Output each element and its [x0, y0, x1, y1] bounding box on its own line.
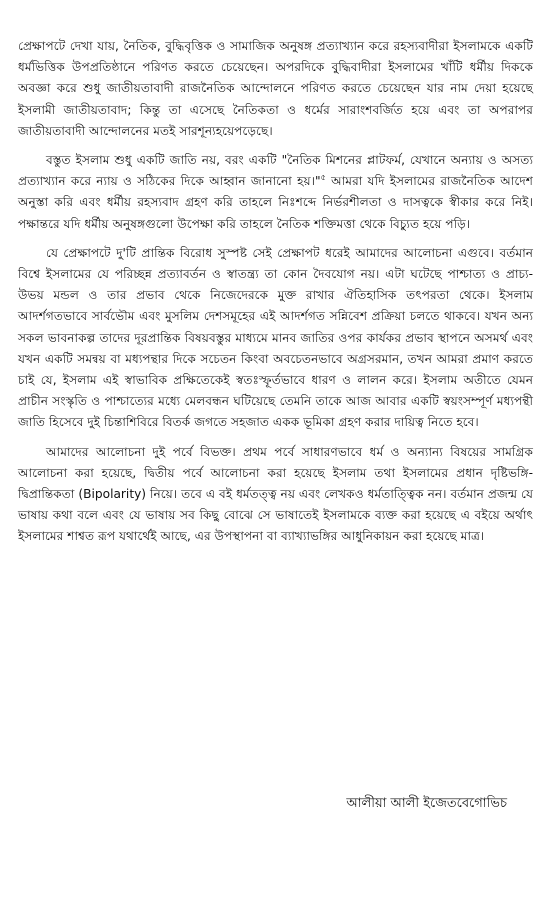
- paragraph-2: [18, 150, 533, 235]
- author-signature: আলীয়া আলী ইজেতবেগোভিচ: [346, 796, 507, 811]
- paragraph-2-rest: আমরা যদি ইসলামের রাজনৈতিক আদেশ অনুস্তা করি এবং ধর্মীয় রহস্যবাদ গ্রহণ করি তাহলে নিঃশব্দে নির্ভরশীলতা ও দাসত্বকে স্বীকার করে নিই। পক্ষান্তরে যদি ধর্মীয় অনুষঙ্গগুলো উপেক্ষা করি তাহলে নৈতিক শক্তিমত্তা থেকে বিচ্যুত হয়ে পড়ি।: [18, 174, 534, 231]
- paragraph-1: প্রেক্ষাপটে দেখা যায়, নৈতিক, বুদ্ধিবৃত্তিক ও সামাজিক অনুষঙ্গ প্রত্যাখ্যান করে রহস্যবাদীরা ইসলামকে একটি ধর্মভিত্তিক উপপ্রতিষ্ঠানে পরিণত করতে চেয়েছেন। অপরদিকে বুদ্ধিবাদীরা ইসলামের খাঁটি ধর্মীয় দিককে অবজ্ঞা করে শুধু জাতীয়তাবাদী রাজনৈতিক আন্দোলনে পরিণত করতে চেয়েছেন যার নাম দেয়া হয়েছে ইসলামী জাতীয়তাবাদ; কিন্তু তা এসেছে নৈতিকতা ও ধর্মের সারাংশবর্জিত হয়ে এবং তা অপরাপর জাতীয়তাবাদী আন্দোলনের মতই সারশূন্যহয়েপড়েছে।: [18, 39, 533, 138]
- footnote-marker: ৫: [320, 173, 326, 183]
- paragraph-2-quote: বস্তুত ইসলাম শুধু একটি জাতি নয়, বরং একটি "নৈতিক মিশনের প্লাটফর্ম, যেখানে অন্যায় ও অসত্য প্রত্যাখ্যান করে ন্যায় ও সঠিকের দিকে আহ্বান জানানো হয়।": [18, 153, 533, 189]
- document-body: [18, 36, 533, 556]
- paragraph-3: যে প্রেক্ষাপটে দু'টি প্রান্তিক বিরোধ সুস্পষ্ট সেই প্রেক্ষাপট ধরেই আমাদের আলোচনা এগুবে। বর্তমান বিশ্বে ইসলামের যে পরিচ্ছন্ন প্রত্যাবর্তন ও স্বাতন্ত্র্য তা কোন দৈবযোগ নয়। এটা ঘটেছে পাশ্চাত্য ও প্রাচ্য- উভয় মন্ডল ও তার প্রভাব থেকে নিজেদেরকে মুক্ত রাখার ঐতিহাসিক তৎপরতা থেকে। ইসলাম আদর্শগতভাবে সার্বভৌম এবং মুসলিম দেশসমূহের এই আদর্শগত সন্নিবেশ প্রক্রিয়া চলতে থাকবে। যখন অন্য সকল ভাবনাকল্প তাদের দূরপ্রান্তিক বিষয়বস্তুর মাধ্যমে মানব জাতির ওপর কার্যকর প্রভাব স্থাপনে অসমর্থ এবং যখন একটি সমন্বয় বা মধ্যপন্থার দিকে সচেতন কিংবা অবচেতনভাবে অগ্রসরমান, তখন আমরা প্রমাণ করতে চাই যে, ইসলাম এই স্বাভাবিক প্রক্ষিতেকেই স্বতঃস্ফূর্তভাবে ধারণ ও লালন করে। ইসলাম অতীতে যেমন প্রাচীন সংস্কৃতি ও পাশ্চাত্যের মধ্যে মেলবন্ধন ঘটিয়েছে তেমনি তাকে আজ আবার একটি স্বয়ংসম্পূর্ণ মধ্যপন্থী জাতি হিসেবে দুই চিন্তাশিবিরে বিতর্ক জগতে সহজাত একক ভূমিকা গ্রহণ করার দায়িত্ব নিতে হবে।: [18, 245, 533, 430]
- paragraph-4: আমাদের আলোচনা দুই পর্বে বিভক্ত। প্রথম পর্বে সাধারণভাবে ধর্ম ও অন্যান্য বিষয়ের সামগ্রিক আলোচনা করা হয়েছে, দ্বিতীয় পর্বে আলোচনা করা হয়েছে ইসলাম তথা ইসলামের প্রধান দৃষ্টিভঙ্গি- দ্বিপ্রান্তিকতা (Bipolarity) নিয়ে। তবে এ বই ধর্মতত্ত্ব নয় এবং লেখকও ধর্মতাত্ত্বিক নন। বর্তমান প্রজন্ম যে ভাষায় কথা বলে এবং যে ভাষায় সব কিছু বোঝে সে ভাষাতেই ইসলামকে ব্যক্ত করা হয়েছে এ বইয়ে অর্থাৎ ইসলামের শাশ্বত রূপ যথার্থেই আছে, এর উপস্থাপনা বা ব্যাখ্যাভঙ্গির আধুনিকায়ন করা হয়েছে মাত্র।: [18, 444, 533, 544]
